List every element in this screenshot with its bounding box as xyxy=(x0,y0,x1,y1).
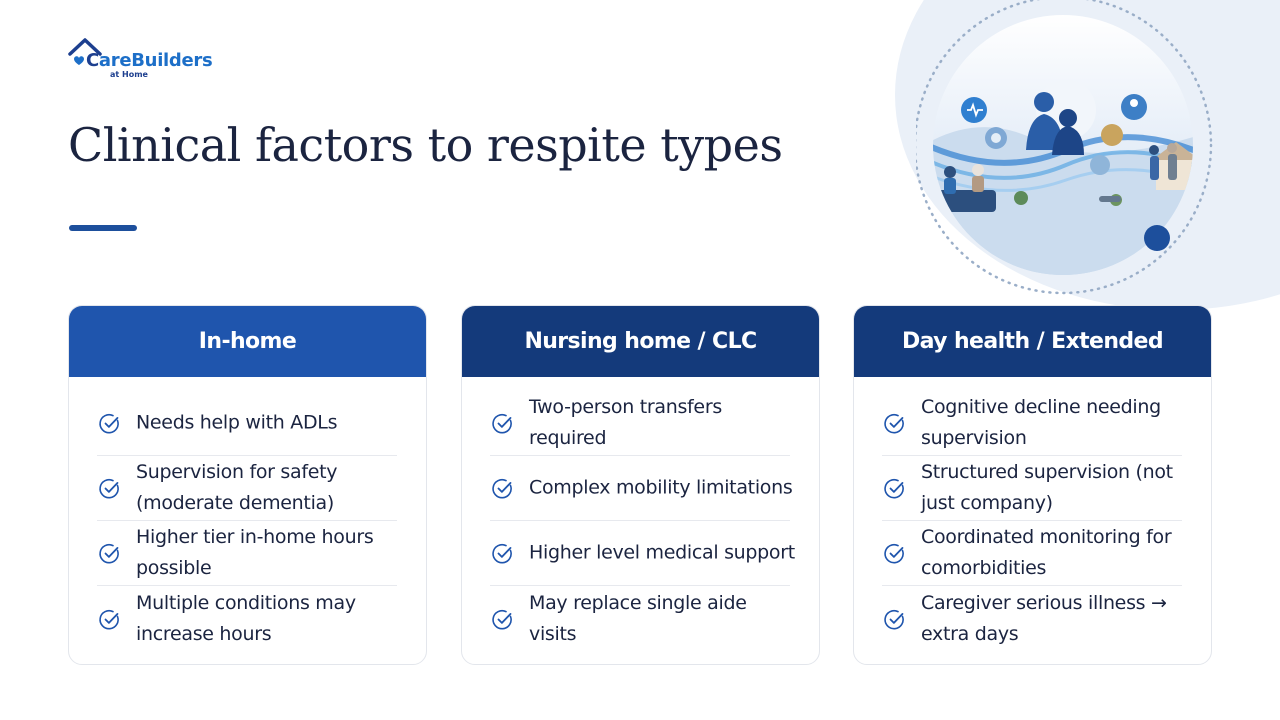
card-header: Nursing home / CLC xyxy=(462,306,819,377)
list-item xyxy=(97,521,397,586)
check-circle-icon xyxy=(882,476,908,502)
check-circle-icon xyxy=(97,411,123,437)
card-item-list xyxy=(97,391,397,651)
logo-subtitle: at Home xyxy=(110,70,148,79)
check-circle-icon xyxy=(490,607,516,633)
item-text: Needs help with ADLs xyxy=(136,411,338,434)
card-item-list xyxy=(882,391,1182,651)
check-circle-icon xyxy=(490,411,516,437)
list-item xyxy=(97,456,397,521)
item-text: Coordinated monitoring for comorbidities xyxy=(921,526,1172,579)
check-circle-icon xyxy=(882,607,908,633)
item-text: Two-person transfers required xyxy=(529,396,722,449)
list-item xyxy=(490,456,793,521)
check-circle-icon xyxy=(97,607,123,633)
list-item xyxy=(490,521,795,586)
check-circle-icon xyxy=(882,541,908,567)
check-circle-icon xyxy=(97,476,123,502)
list-item xyxy=(97,391,397,456)
logo-wordmark: CareBuilders xyxy=(86,50,213,71)
list-item xyxy=(882,586,1182,651)
list-item xyxy=(882,521,1182,586)
check-circle-icon xyxy=(490,476,516,502)
item-text: Caregiver serious illness → extra days xyxy=(921,591,1167,645)
caregiving-illustration xyxy=(916,0,1216,300)
item-text: Structured supervision (not just company) xyxy=(921,461,1173,514)
item-text: May replace single aide visits xyxy=(529,591,747,645)
item-text: Higher level medical support xyxy=(529,541,795,564)
list-item xyxy=(490,391,790,456)
list-item xyxy=(882,391,1182,456)
carebuilders-logo xyxy=(68,36,218,84)
item-text: Higher tier in-home hours possible xyxy=(136,526,374,579)
check-circle-icon xyxy=(490,541,516,567)
item-text: Multiple conditions may increase hours xyxy=(136,591,356,645)
page-title: Clinical factors to respite types xyxy=(68,118,783,172)
list-item xyxy=(97,586,397,651)
card-in-home xyxy=(68,305,427,665)
item-text: Supervision for safety (moderate dementia) xyxy=(136,461,338,514)
check-circle-icon xyxy=(882,411,908,437)
item-text: Cognitive decline needing supervision xyxy=(921,396,1161,449)
list-item xyxy=(882,456,1182,521)
card-item-list xyxy=(490,391,795,651)
title-accent-bar xyxy=(69,225,137,231)
check-circle-icon xyxy=(97,541,123,567)
card-nursing-home xyxy=(461,305,820,665)
card-header: Day health / Extended xyxy=(854,306,1211,377)
list-item xyxy=(490,586,790,651)
item-text: Complex mobility limitations xyxy=(529,476,793,499)
card-header: In-home xyxy=(69,306,426,377)
card-day-health xyxy=(853,305,1212,665)
